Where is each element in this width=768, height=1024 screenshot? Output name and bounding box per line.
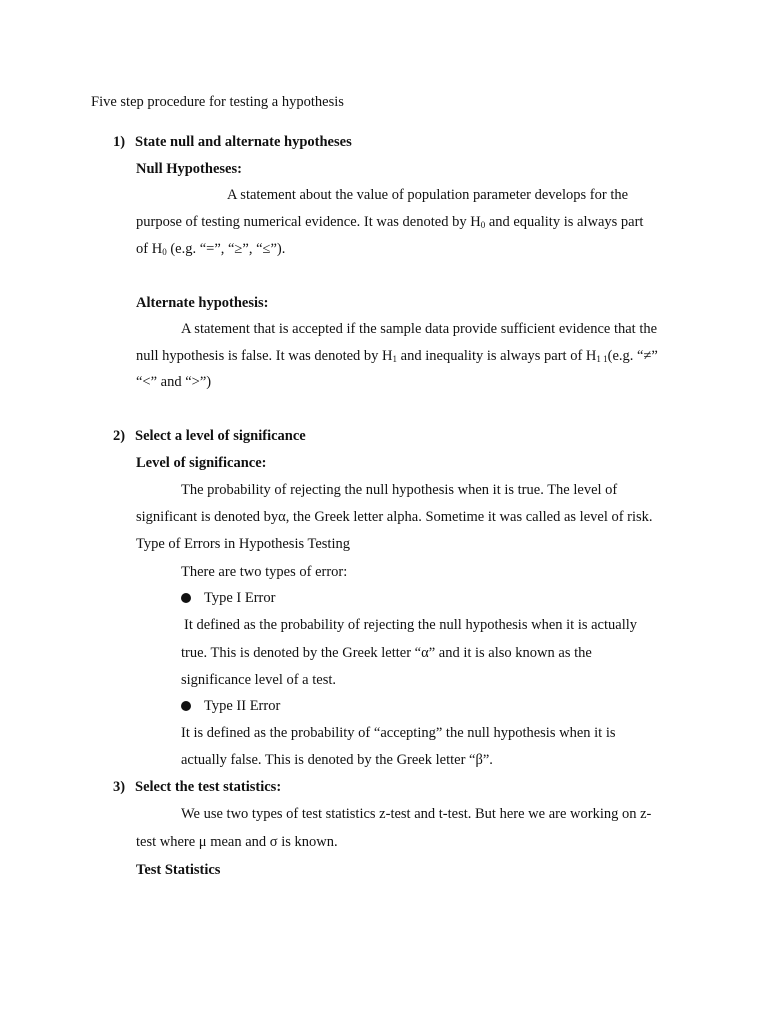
document-title: Five step procedure for testing a hypothesis bbox=[91, 94, 344, 110]
error-types-intro: There are two types of error: bbox=[181, 564, 348, 580]
step1-heading bbox=[113, 133, 352, 151]
step2-title: Select a level of significance bbox=[135, 428, 306, 444]
step2-heading bbox=[113, 427, 306, 445]
test-statistics-text-line-1: We use two types of test statistics z-test and t-test. But here we are working on z- bbox=[181, 806, 652, 822]
significance-heading: Level of significance: bbox=[136, 455, 267, 471]
step3-title: Select the test statistics: bbox=[135, 779, 282, 795]
null-hypothesis-text-line-3: of $H_0$ (e.g. “=”, “≥”, “≤”). bbox=[136, 241, 286, 257]
alternate-hypothesis-heading: Alternate hypothesis: bbox=[136, 295, 269, 311]
significance-text-line-2: significant is denoted byα, the Greek letter alpha. Sometime it was called as level of risk. bbox=[136, 509, 653, 525]
type1-error-text-line-3: significance level of a test. bbox=[181, 672, 337, 688]
error-types-heading: Type of Errors in Hypothesis Testing bbox=[136, 536, 350, 552]
alternate-hypothesis-text-line-2: null hypothesis is false. It was denoted by $H_1$ and inequality is always part of $H_{1 1}(e.g$. “≠” bbox=[136, 348, 658, 364]
test-statistics-subheading: Test Statistics bbox=[136, 862, 221, 878]
significance-text-line-1: The probability of rejecting the null hypothesis when it is true. The level of bbox=[181, 482, 618, 498]
step2-number: 2) bbox=[113, 428, 126, 444]
test-statistics-text-line-2: test where μ mean and σ is known. bbox=[136, 834, 338, 850]
type1-error-text-line-2: true. This is denoted by the Greek letter “α” and it is also known as the bbox=[181, 645, 592, 661]
type2-error-label: Type II Error bbox=[204, 698, 281, 714]
bullet-icon bbox=[181, 593, 191, 603]
type2-error-text-line-2: actually false. This is denoted by the Greek letter “β”. bbox=[181, 752, 493, 768]
step1-number: 1) bbox=[113, 134, 126, 150]
null-hypothesis-heading: Null Hypotheses: bbox=[136, 161, 242, 177]
alternate-hypothesis-text-line-3: “<” and “>”) bbox=[136, 374, 212, 390]
step3-heading bbox=[113, 778, 281, 796]
alternate-hypothesis-text-line-1: A statement that is accepted if the sample data provide sufficient evidence that the bbox=[181, 321, 658, 337]
null-hypothesis-text-line-2: purpose of testing numerical evidence. It was denoted by $H_0$ and equality is always part bbox=[136, 214, 644, 230]
type1-error-text-line-1: It defined as the probability of rejecting the null hypothesis when it is actually bbox=[184, 617, 638, 633]
null-hypothesis-text-line-1: A statement about the value of population parameter develops for the bbox=[227, 187, 629, 203]
bullet-icon bbox=[181, 701, 191, 711]
step1-title: State null and alternate hypotheses bbox=[135, 134, 352, 150]
step3-number: 3) bbox=[113, 779, 126, 795]
type1-error-label: Type I Error bbox=[204, 590, 276, 606]
type2-error-text-line-1: It is defined as the probability of “accepting” the null hypothesis when it is bbox=[181, 725, 616, 741]
